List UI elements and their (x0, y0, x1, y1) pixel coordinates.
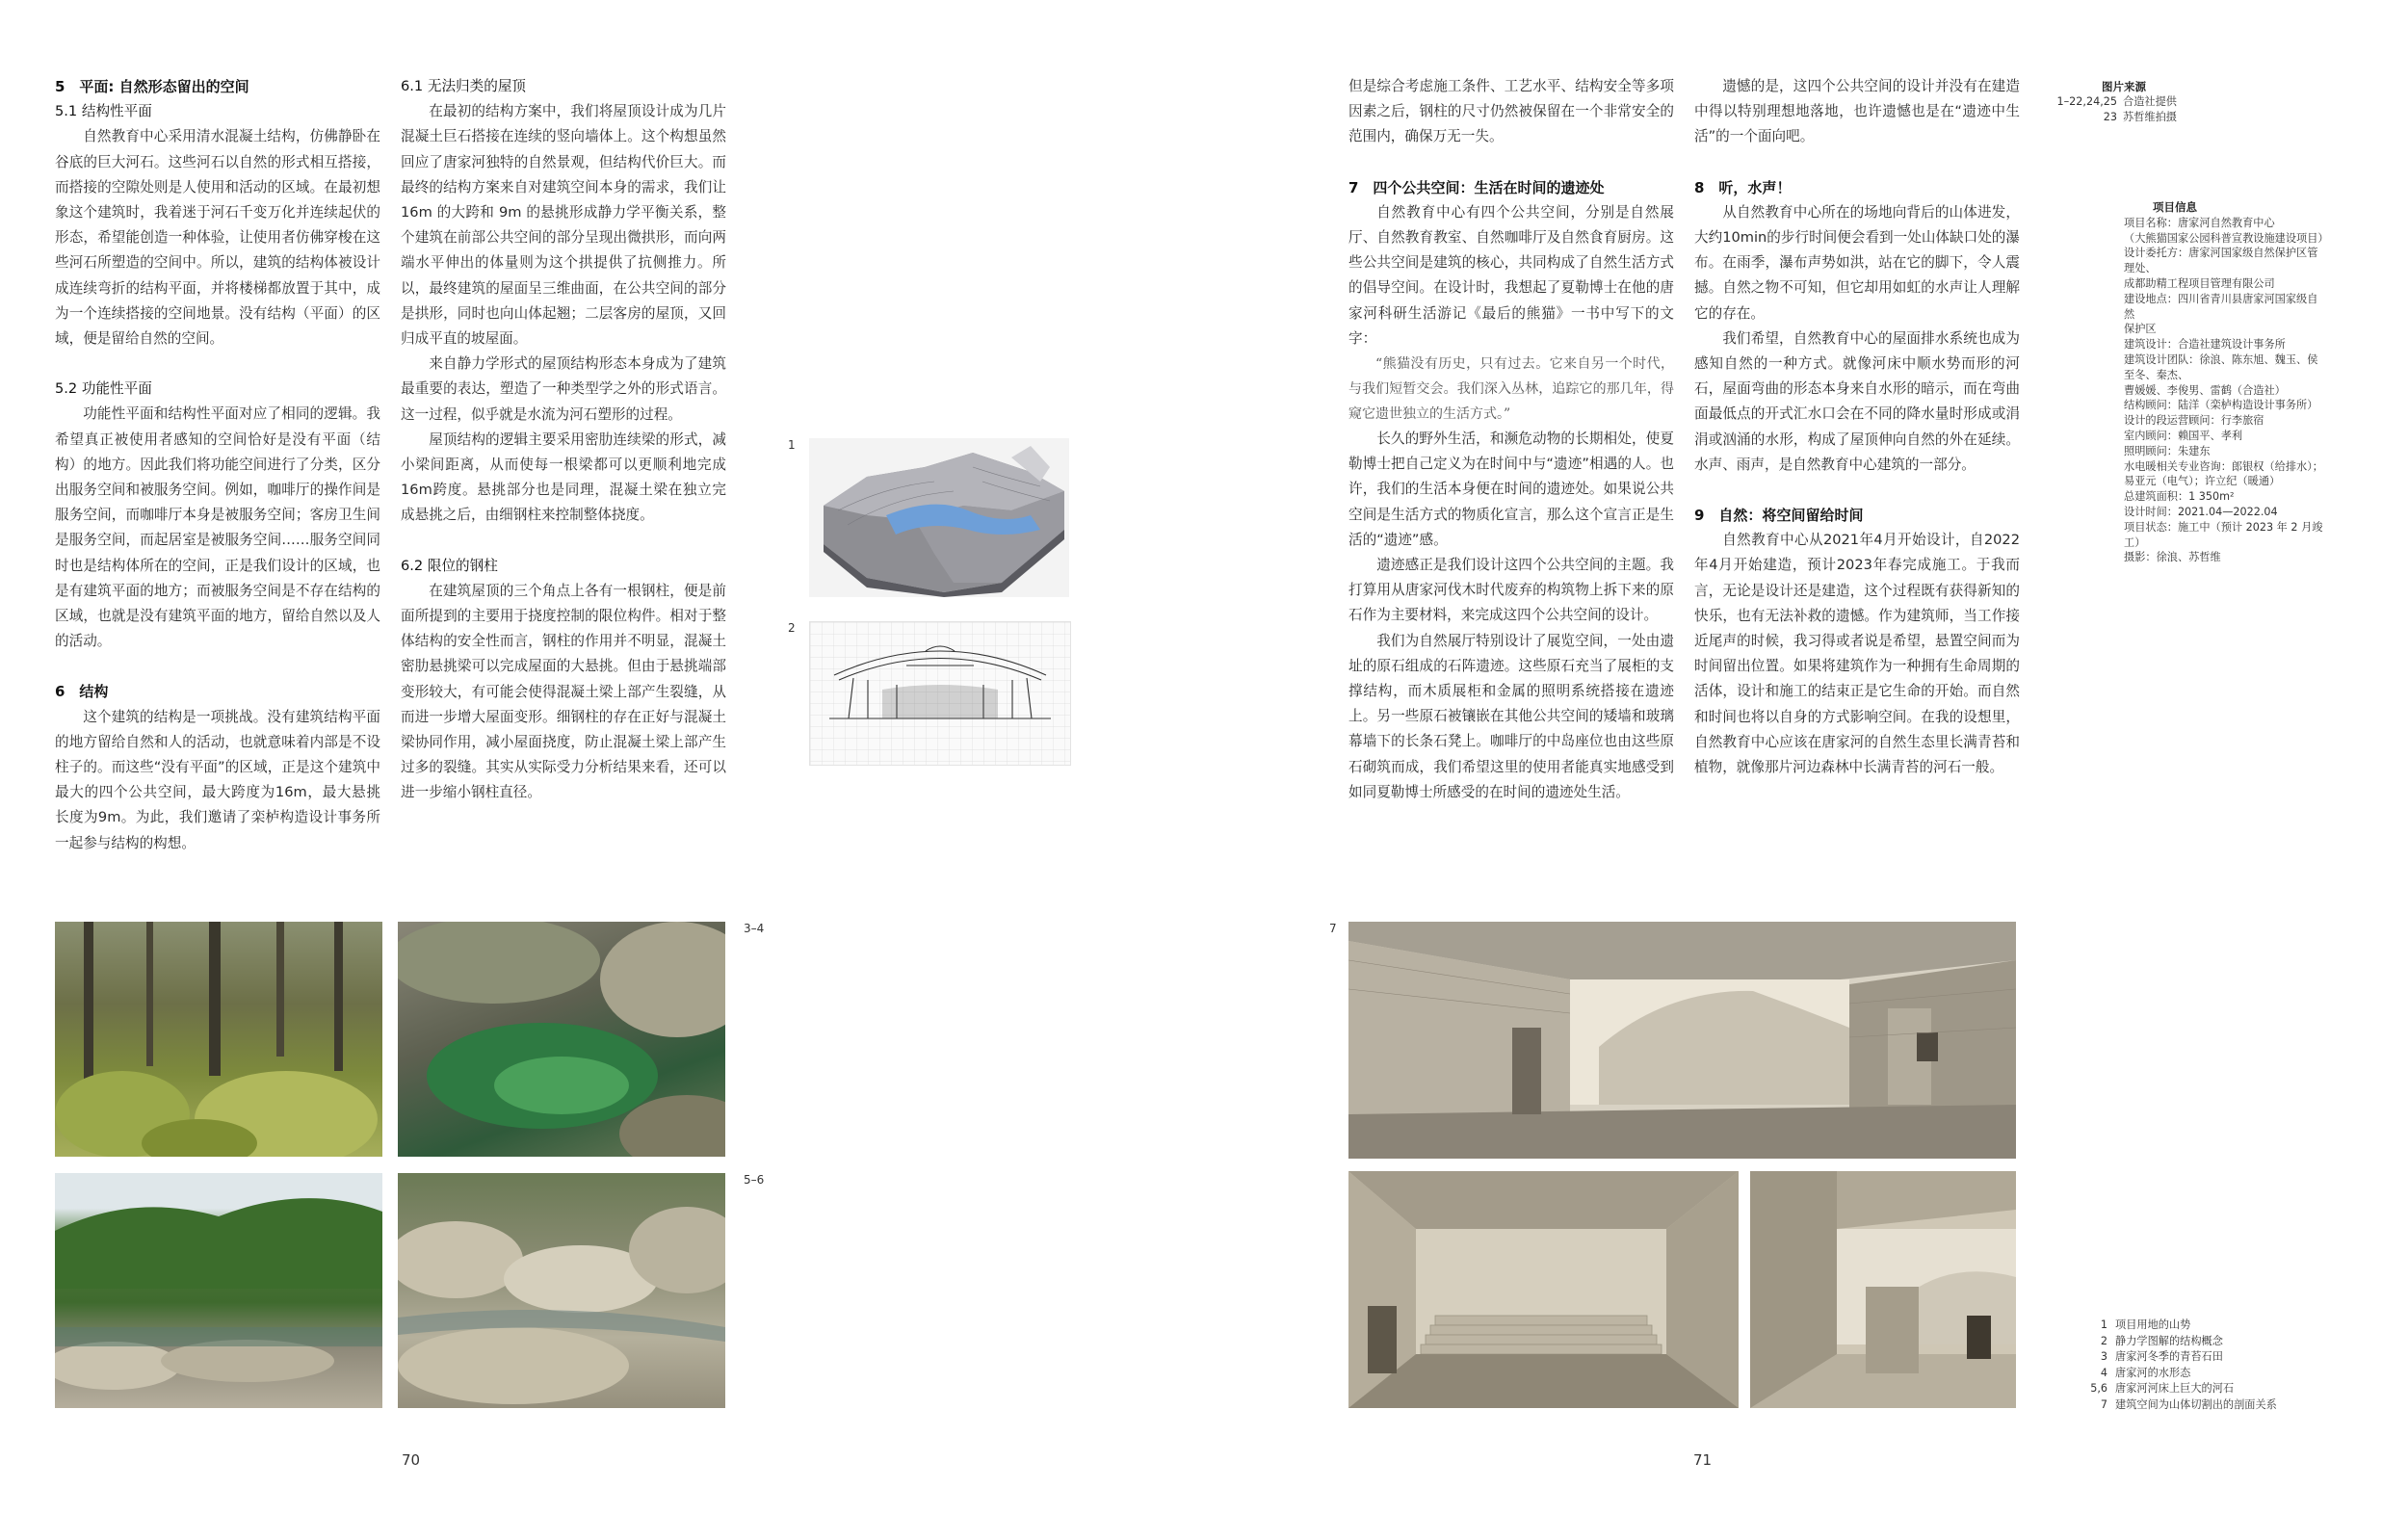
stream-moss-rock-photo (398, 922, 725, 1157)
paragraph: 长久的野外生活，和濒危动物的长期相处，使夏勒博士把自己定义为在时间中与“遗迹”相遇的人。也许，我们的生活本身便在时间的遗迹处。如果说公共空间是生活方式的物质化宣言，那么这个宣言正是生活的“遗迹”感。 (1348, 431, 1674, 548)
project-info-title: 项目信息 (2153, 200, 2197, 214)
heading-section-9: 9 自然：将空间留给时间 (1694, 507, 1864, 525)
project-info-line: 保护区 (2124, 323, 2157, 336)
project-info-line: 摄影：徐浪、苏哲维 (2124, 551, 2221, 564)
project-info-line: 易亚元（电气）；许立纪（暖通） (2124, 475, 2281, 488)
paragraph: 从自然教育中心所在的场地向背后的山体进发，大约10min的步行时间便会看到一处山体缺口处的瀑布。在雨季，瀑布声势如洪，站在它的脚下，令人震撼。自然之物不可知，但它却用如虹的水声让人理解它的存在。 (1694, 203, 2020, 322)
caption-text: 静力学图解的结构概念 (2115, 1334, 2223, 1347)
project-info-line: 照明顾问：朱建东 (2124, 444, 2211, 457)
figure-label-3-4: 3–4 (744, 922, 765, 935)
figure-label-2: 2 (788, 621, 796, 635)
project-info-line: 建筑设计团队：徐浪、陈东旭、魏玉、侯至冬、秦杰、 (2124, 352, 2318, 381)
heading-6-2: 6.2 限位的钢柱 (401, 557, 498, 574)
project-info-block (2124, 200, 2329, 565)
source-value: 合造社提供 (2123, 95, 2177, 108)
heading-6-1: 6.1 无法归类的屋顶 (401, 78, 527, 94)
project-info-line: 项目名称：唐家河自然教育中心 (2124, 216, 2275, 229)
heading-section-7: 7 四个公共空间：生活在时间的遗迹处 (1348, 178, 1605, 196)
image-source-block (2050, 79, 2271, 125)
paragraph: 自然教育中心采用清水混凝土结构，仿佛静卧在谷底的巨大河石。这些河石以自然的形式相互搭接，而搭接的空隙处则是人使用和活动的区域。在最初想象这个建筑时，我着迷于河石千变万化并连续起伏的形态，希望能创造一种体验，让使用者仿佛穿梭在这些河石所塑造的空间中。所以，建筑的结构体被设计成连续弯折的结构平面，并将楼梯都放置于其中，成为一个连续搭接的空间地景。没有结构（平面）的区域，便是留给自然的空间。 (55, 128, 380, 348)
project-info-line: 建筑设计：合造社建筑设计事务所 (2124, 338, 2286, 352)
paragraph: 功能性平面和结构性平面对应了相同的逻辑。我希望真正被使用者感知的空间恰好是没有平面（结构）的地方。因此我们将功能空间进行了分类，区分出服务空间和被服务空间。例如，咖啡厅的操作间是服务空间，而咖啡厅本身是被服务空间；客房卫生间是服务空间，而起居室是被服务空间……服务空间同时也是结构体所在的空间，正是我们设计的区域，也是有建筑平面的地方；而被服务空间是不存在结构的区域，也就是没有建筑平面的地方，留给自然以及人的活动。 (55, 405, 380, 650)
forest-moss-photo (55, 922, 382, 1157)
caption-number: 7 (2100, 1397, 2107, 1411)
render-stair-hall (1348, 1171, 1739, 1408)
paragraph: 我们为自然展厅特别设计了展览空间，一处由遗址的原石组成的石阵遗迹。这些原石充当了展柜的支撑结构，而木质展柜和金属的照明系统搭接在遗迹上。另一些原石被镶嵌在其他公共空间的矮墙和玻璃幕墙下的长条石凳上。咖啡厅的中岛座位也由这些原石砌筑而成，我们希望这里的使用者能真实地感受到如同夏勒博士所感受的在时间的遗迹处生活。 (1348, 632, 1674, 800)
project-info-line: 结构顾问：陆洋（栾栌构造设计事务所） (2124, 399, 2318, 412)
caption-number: 4 (2100, 1366, 2107, 1379)
heading-5-1: 5.1 结构性平面 (55, 103, 152, 120)
quote-text: “熊猫没有历史，只有过去。它来自另一个时代，与我们短暂交会。我们深入丛林，追踪它的那几年，得窥它遗世独立的生活方式。” (1348, 356, 1674, 423)
paragraph: 在建筑屋顶的三个角点上各有一根钢柱，便是前面所提到的主要用于挠度控制的限位构件。相对于整体结构的安全性而言，钢柱的作用并不明显，混凝土密肋悬挑梁可以完成屋面的大悬挑。但由于悬挑端部变形较大，有可能会使得混凝土梁上部产生裂缝，从而进一步增大屋面变形。细钢柱的存在正好与混凝土梁协同作用，减小屋面挠度，防止混凝土梁上部产生过多的裂缝。其实从实际受力分析结果来看，还可以进一步缩小钢柱直径。 (401, 582, 726, 801)
paragraph: 这个建筑的结构是一项挑战。没有建筑结构平面的地方留给自然和人的活动，也就意味着内部是不设柱子的。而这些“没有平面”的区域，正是这个建筑中最大的四个公共空间，最大跨度为16m，最大悬挑长度为9m。为此，我们邀请了栾栌构造设计事务所一起参与结构的构想。 (55, 708, 380, 851)
terrain-model-figure (809, 438, 1069, 597)
left-column-2 (401, 74, 726, 806)
project-info-line: 水电暖相关专业咨询：郎银权（给排水）； (2124, 459, 2323, 473)
source-key: 23 (2103, 111, 2117, 123)
paragraph: 我们希望，自然教育中心的屋面排水系统也成为感知自然的一种方式。就像河床中顺水势而形的河石，屋面弯曲的形态本身来自水形的暗示，而在弯曲面最低点的开式汇水口会在不同的降水量时形成或涓涓或汹涌的水形，构成了屋顶伸向自然的外在延续。水声、雨声，是自然教育中心建筑的一部分。 (1694, 329, 2020, 473)
page-number-left: 70 (402, 1451, 421, 1469)
paragraph: 但是综合考虑施工条件、工艺水平、结构安全等多项因素之后，钢柱的尺寸仍然被保留在一个非常安全的范围内，确保万无一失。 (1348, 78, 1674, 145)
caption-number: 3 (2100, 1350, 2107, 1363)
heading-section-8: 8 听，水声！ (1694, 178, 1792, 196)
project-info-line: 设计时间：2021.04—2022.04 (2124, 505, 2278, 518)
project-info-line: 建设地点：四川省青川县唐家河国家级自然 (2124, 292, 2318, 321)
paragraph: 遗憾的是，这四个公共空间的设计并没有在建造中得以特别理想地落地，也许遗憾也是在“遗迹中生活”的一个面向吧。 (1694, 78, 2020, 145)
caption-number: 1 (2100, 1318, 2107, 1331)
paragraph: 自然教育中心有四个公共空间，分别是自然展厅、自然教育教室、自然咖啡厅及自然食育厨房。这些公共空间是建筑的核心，共同构成了自然生活方式的倡导空间。在设计时，我想起了夏勒博士在他的唐家河科研生活游记《最后的熊猫》一书中写下的文字： (1348, 203, 1674, 347)
caption-text: 项目用地的山势 (2115, 1318, 2191, 1331)
caption-text: 唐家河的水形态 (2115, 1366, 2191, 1379)
paragraph: 在最初的结构方案中，我们将屋顶设计成为几片混凝土巨石搭接在连续的竖向墙体上。这个构想虽然回应了唐家河独特的自然景观，但结构代价巨大。而最终的结构方案来自对建筑空间本身的需求，我们让 16m 的大跨和 9m 的悬挑形成静力学平衡关系，整个建筑在前部公共空间的部分呈现出微拱形，而向两端水平伸出的体量则为这个拱提供了抗侧推力。所以，最终建筑的屋面呈三维曲面，在公共空间的部分是拱形，同时也向山体起翘；二层客房的屋顶，又回归成平直的坡屋面。 (401, 103, 726, 348)
heading-5-2: 5.2 功能性平面 (55, 380, 152, 398)
river-forest-photo (55, 1173, 382, 1408)
paragraph: 屋顶结构的逻辑主要采用密肋连续梁的形式，减小梁间距离，从而使每一根梁都可以更顺利地完成16m跨度。悬挑部分也是同理，混凝土梁在独立完成悬挑之后，由细钢柱来控制整体挠度。 (401, 431, 726, 524)
project-info-line: 设计的段运营顾问：行李旅宿 (2124, 414, 2264, 428)
caption-number: 5,6 (2090, 1382, 2107, 1395)
heading-section-5: 5 平面: 自然形态留出的空间 (55, 78, 249, 95)
quote-block (1348, 352, 1674, 427)
project-info-line: 成都助精工程项目管理有限公司 (2124, 276, 2275, 290)
project-info-line: 室内顾问：赖国平、孝利 (2124, 429, 2243, 442)
paragraph: 来自静力学形式的屋顶结构形态本身成为了建筑最重要的表达，塑造了一种类型学之外的形式语言。这一过程，似乎就是水流为河石塑形的过程。 (401, 355, 726, 423)
left-column-1 (55, 74, 380, 856)
project-info-line: 设计委托方：唐家河国家级自然保护区管理处、 (2124, 247, 2318, 275)
paragraph: 自然教育中心从2021年4月开始设计，自2022年4月开始建造，预计2023年春完成施工。于我而言，无论是设计还是建造，这个过程既有获得新知的快乐，也有无法补救的遗憾。作为建筑师，当工作接近尾声的时候，我习得或者说是希望，悬置空间而为时间留出位置。如果将建筑作为一种拥有生命周期的活体，设计和施工的结束正是它生命的开始。而自然和时间也将以自身的方式影响空间。在我的设想里，自然教育中心应该在唐家河的自然生态里长满青苔和植物，就像那片河边森林中长满青苔的河石一般。 (1694, 532, 2020, 776)
caption-text: 唐家河冬季的青苔石田 (2115, 1350, 2223, 1363)
project-info-line: 项目状态：施工中（预计 2023 年 2 月竣工） (2124, 520, 2323, 549)
render-courtyard-mountain (1348, 922, 2016, 1159)
page-number-right: 71 (1693, 1451, 1713, 1469)
caption-text: 建筑空间为山体切割出的剖面关系 (2115, 1397, 2277, 1411)
project-info-line: 曹媛媛、李俊男、雷鹤（合造社） (2124, 383, 2286, 397)
figure-label-5-6: 5–6 (744, 1173, 765, 1187)
figure-label-7: 7 (1329, 922, 1337, 935)
structure-sketch-figure (809, 621, 1071, 766)
figure-captions (2079, 1318, 2329, 1413)
source-key: 1–22,24,25 (2056, 95, 2117, 108)
river-boulders-photo (398, 1173, 725, 1408)
image-source-title: 图片来源 (2102, 80, 2146, 93)
caption-text: 唐家河河床上巨大的河石 (2115, 1382, 2235, 1395)
project-info-line: 总建筑面积：1 350m² (2124, 490, 2235, 504)
caption-number: 2 (2100, 1334, 2107, 1347)
figure-label-1: 1 (788, 438, 796, 452)
right-column-2 (1694, 74, 2020, 780)
project-info-line: （大熊猫国家公园科普宣教设施建设项目） (2124, 231, 2329, 245)
render-light-opening (1750, 1171, 2016, 1408)
heading-section-6: 6 结构 (55, 683, 109, 701)
right-column-1 (1348, 74, 1674, 805)
paragraph: 遗迹感正是我们设计这四个公共空间的主题。我打算用从唐家河伐木时代废弃的构筑物上拆下来的原石作为主要材料，来完成这四个公共空间的设计。 (1348, 557, 1674, 624)
source-value: 苏哲维拍摄 (2123, 111, 2177, 123)
